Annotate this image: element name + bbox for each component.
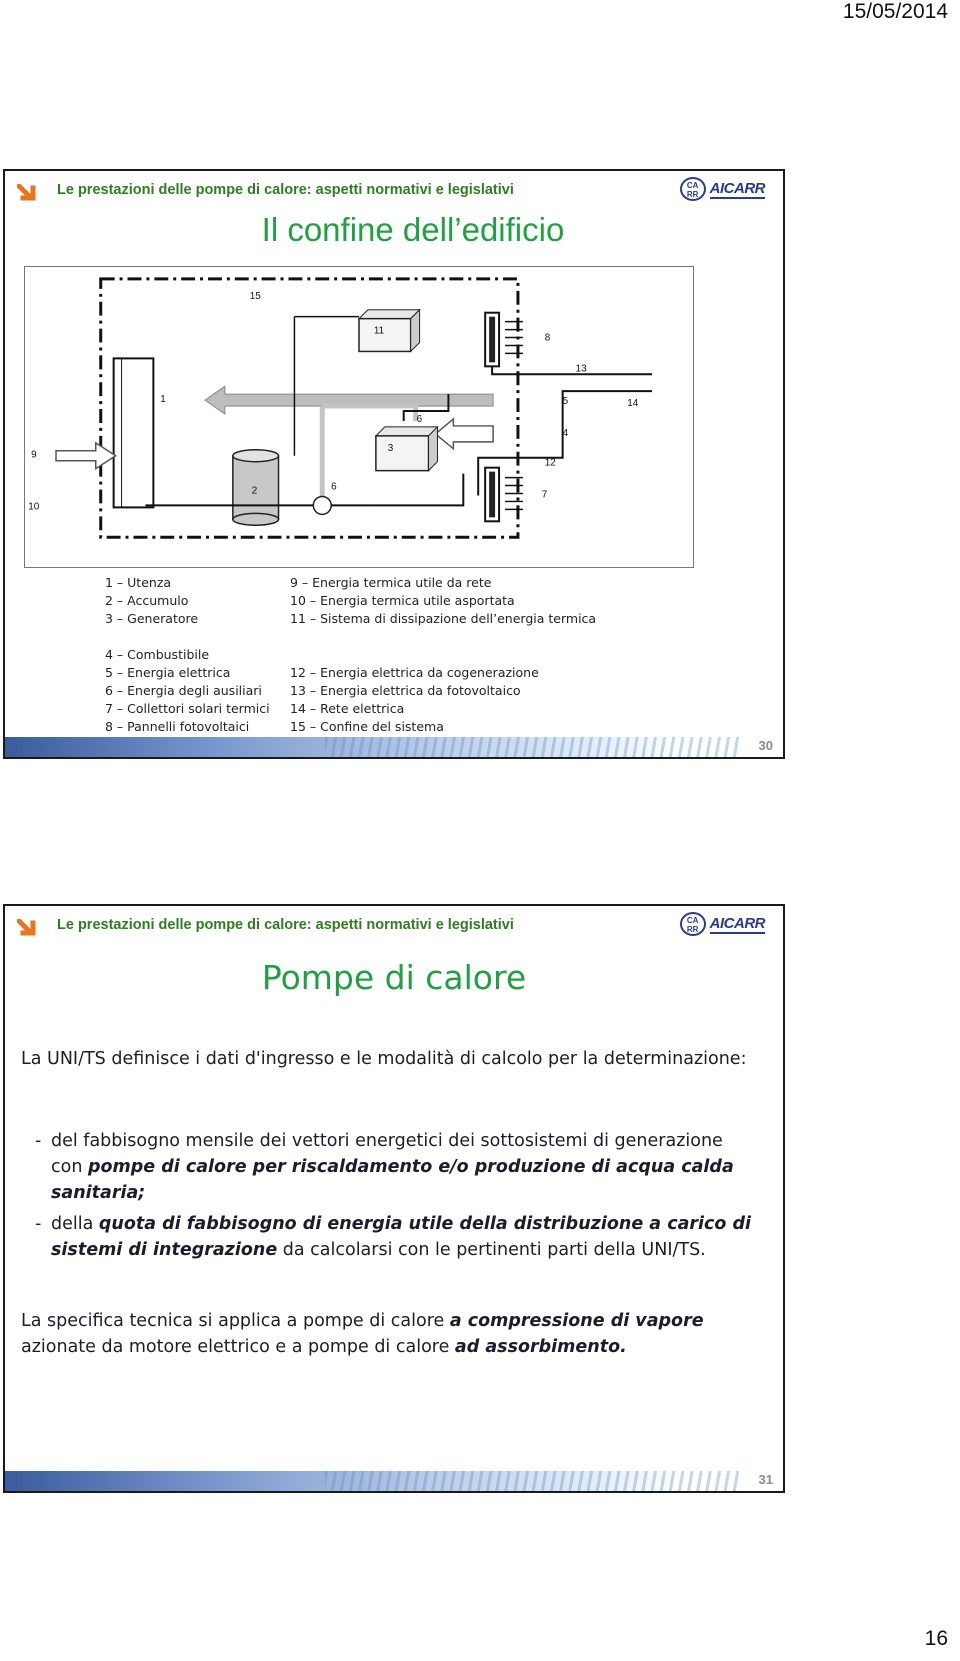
label-5: 5 bbox=[562, 396, 569, 408]
label-7: 7 bbox=[541, 489, 548, 501]
bullet-tail: da calcolarsi con le pertinenti parti della UNI/TS. bbox=[277, 1240, 706, 1260]
bullet-dash: - bbox=[35, 1214, 42, 1234]
label-12: 12 bbox=[544, 457, 556, 469]
closing-emphasis: a compressione di vapore bbox=[449, 1311, 704, 1331]
boundary-line bbox=[101, 279, 518, 537]
slide-header bbox=[5, 906, 783, 940]
arrow-down-right-icon bbox=[17, 919, 39, 939]
logo-badge: CA RR bbox=[680, 912, 706, 936]
aicarr-logo bbox=[680, 177, 765, 201]
legend-item: 7 – Collettori solari termici bbox=[105, 701, 270, 716]
generator-box bbox=[376, 436, 429, 471]
label-2: 2 bbox=[251, 485, 258, 497]
legend-item: 8 – Pannelli fotovoltaici bbox=[105, 719, 250, 734]
legend-item: 12 – Energia elettrica da cogenerazione bbox=[290, 665, 539, 680]
legend-item: 13 – Energia elettrica da fotovoltaico bbox=[290, 683, 521, 698]
label-11: 11 bbox=[373, 325, 385, 337]
diagram-legend bbox=[105, 574, 596, 736]
diagram-drawing bbox=[25, 267, 693, 567]
intro-paragraph: La UNI/TS definisce i dati d'ingresso e le modalità di calcolo per la determinazione: bbox=[21, 1049, 747, 1069]
page-number: 16 bbox=[924, 1627, 948, 1650]
pump-icon bbox=[313, 496, 331, 514]
dissipator-box bbox=[359, 319, 411, 352]
header-text: Le prestazioni delle pompe di calore: aspetti normativi e legislativi bbox=[57, 182, 514, 198]
bullet-emphasis: quota di fabbisogno di energia utile della distribuzione a carico di sistemi di integrazione bbox=[51, 1214, 752, 1260]
footer-pattern bbox=[325, 737, 740, 757]
slide-number: 30 bbox=[758, 738, 773, 753]
utenza-box bbox=[114, 358, 154, 507]
bullet-item bbox=[35, 1211, 753, 1263]
label-6b: 6 bbox=[331, 481, 337, 493]
label-3: 3 bbox=[387, 442, 394, 454]
bullet-dash: - bbox=[35, 1131, 42, 1151]
slide-title: Pompe di calore bbox=[261, 958, 527, 997]
aicarr-logo bbox=[680, 912, 765, 936]
legend-item: 15 – Confine del sistema bbox=[290, 719, 444, 734]
legend-spacer bbox=[105, 628, 596, 646]
logo-wordmark: AICARR bbox=[709, 179, 765, 197]
label-9: 9 bbox=[31, 449, 37, 461]
label-13: 13 bbox=[575, 363, 587, 375]
input-arrow-4 bbox=[435, 419, 493, 449]
bullet-item bbox=[35, 1128, 753, 1206]
arrow-down-right-icon bbox=[17, 184, 39, 204]
system-boundary-diagram bbox=[24, 266, 694, 568]
label-14: 14 bbox=[627, 398, 639, 410]
closing-emphasis: ad assorbimento. bbox=[454, 1337, 627, 1357]
label-4: 4 bbox=[562, 427, 569, 439]
footer-pattern bbox=[325, 1471, 740, 1491]
slide-number: 31 bbox=[758, 1472, 773, 1487]
label-15: 15 bbox=[249, 290, 261, 302]
bullet-text: della bbox=[51, 1214, 99, 1234]
legend-item: 14 – Rete elettrica bbox=[290, 701, 405, 716]
legend-item: 9 – Energia termica utile da rete bbox=[290, 575, 492, 590]
energy-arrow-5 bbox=[205, 386, 493, 414]
bullet-text: del fabbisogno mensile dei vettori energetici dei sottosistemi di generazione con bbox=[51, 1131, 723, 1177]
label-1: 1 bbox=[160, 394, 166, 406]
header-text: Le prestazioni delle pompe di calore: aspetti normativi e legislativi bbox=[57, 917, 514, 933]
logo-wordmark: AICARR bbox=[709, 914, 765, 932]
legend-item: 10 – Energia termica utile asportata bbox=[290, 593, 515, 608]
legend-item: 3 – Generatore bbox=[105, 611, 199, 626]
closing-text: La specifica tecnica si applica a pompe di calore bbox=[21, 1311, 450, 1331]
legend-item: 1 – Utenza bbox=[105, 575, 172, 590]
bullet-emphasis: pompe di calore per riscaldamento e/o produzione di acqua calda sanitaria; bbox=[51, 1157, 734, 1203]
legend-item: 4 – Combustibile bbox=[105, 647, 210, 662]
legend-item: 5 – Energia elettrica bbox=[105, 665, 231, 680]
slide-title: Il confine dell’edificio bbox=[261, 211, 565, 248]
logo-badge: CA RR bbox=[680, 177, 706, 201]
slide-header bbox=[5, 171, 783, 205]
label-8: 8 bbox=[544, 332, 551, 344]
slide-30 bbox=[3, 169, 785, 759]
legend-item: 2 – Accumulo bbox=[105, 593, 189, 608]
legend-item: 6 – Energia degli ausiliari bbox=[105, 683, 262, 698]
input-arrow-9 bbox=[56, 443, 116, 469]
page-date: 15/05/2014 bbox=[842, 0, 948, 23]
legend-item: 11 – Sistema di dissipazione dell’energia termica bbox=[290, 611, 597, 626]
label-6a: 6 bbox=[416, 413, 423, 425]
slide-31 bbox=[3, 904, 785, 1493]
label-10: 10 bbox=[28, 501, 40, 513]
closing-paragraph bbox=[21, 1308, 763, 1360]
closing-text: azionate da motore elettrico e a pompe di calore bbox=[21, 1337, 455, 1357]
